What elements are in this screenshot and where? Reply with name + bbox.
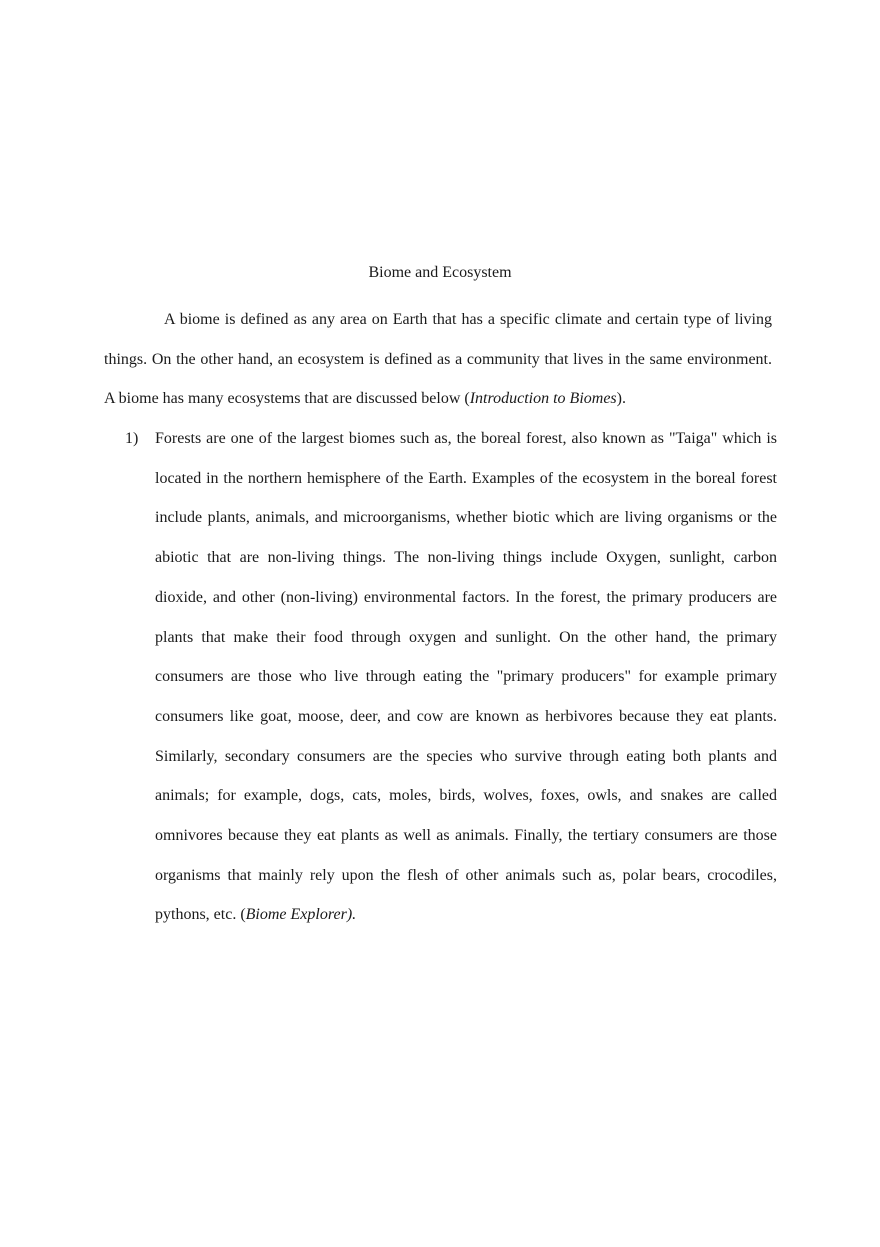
- intro-citation: Introduction to Biomes: [469, 390, 617, 407]
- document-title: Biome and Ecosystem: [368, 264, 512, 281]
- list-item-citation: Biome Explorer).: [245, 906, 357, 924]
- intro-text-end: ).: [616, 390, 626, 407]
- list-marker: 1): [125, 430, 139, 447]
- intro-paragraph: [104, 300, 772, 419]
- list-item-text: Forests are one of the largest biomes such as, the boreal forest, also known as "Taiga" which is located in the northern hemisphere of the Earth. Examples of the ecosystem in the boreal forest include plants, animals, and microorganisms, whether biotic which are living organisms or the abiotic that are non-living things. The non-living things include Oxygen, sunlight, carbon dioxide, and other (non-living) environmental factors. In the forest, the primary producers are plants that make their food through oxygen and sunlight. On the other hand, the primary consumers are those who live through eating the "primary producers" for example primary consumers like goat, moose, deer, and cow are known as herbivores because they eat plants. Similarly, secondary consumers are the species who survive through eating both plants and animals; for example, dogs, cats, moles, birds, wolves, foxes, owls, and snakes are called omnivores because they eat plants as well as animals. Finally, the tertiary consumers are those organisms that mainly rely upon the flesh of other animals such as, polar bears, crocodiles, pythons, etc. (: [155, 430, 777, 924]
- list-item: [125, 419, 777, 935]
- intro-text: A biome is defined as any area on Earth that has a specific climate and certain type of living things. On the other hand, an ecosystem is defined as a community that lives in the same environment. A biome has many ecosystems that are discussed below (: [104, 311, 772, 407]
- numbered-list: [125, 419, 777, 935]
